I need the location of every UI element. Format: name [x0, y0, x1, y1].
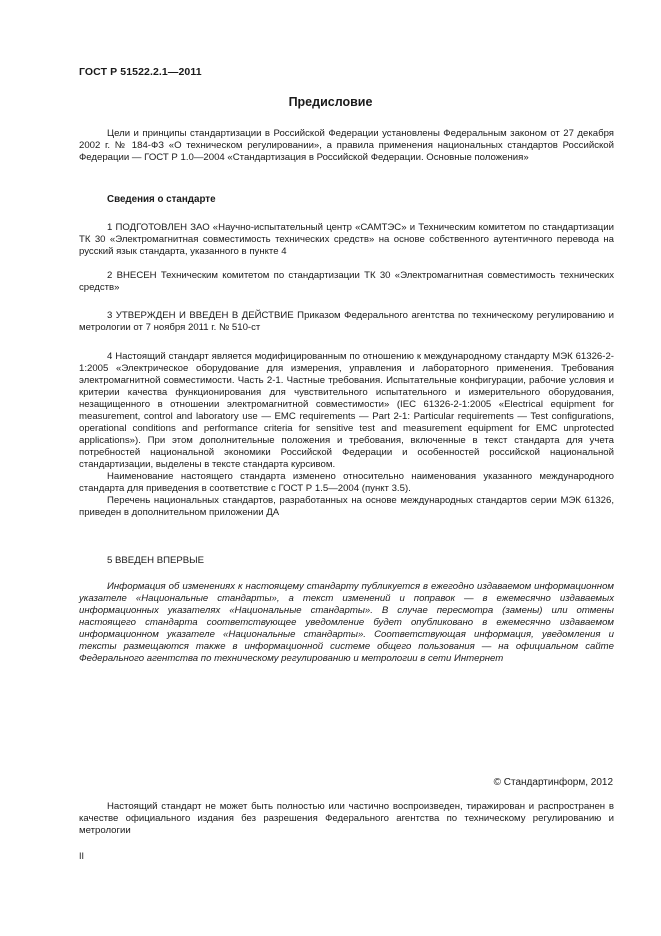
- item-3-block: [79, 310, 614, 334]
- intro-block: [79, 128, 614, 164]
- item-3-paragraph: 3 УТВЕРЖДЕН И ВВЕДЕН В ДЕЙСТВИЕ Приказом Федерального агентства по техническому регулированию и метрологии от 7 ноября 2011 г. № 510-ст: [79, 310, 614, 333]
- item-5-paragraph: 5 ВВЕДЕН ВПЕРВЫЕ: [107, 555, 205, 566]
- item-4-list-paragraph: Перечень национальных стандартов, разработанных на основе международных стандартов серии МЭК 61326, приведен в дополнительном приложении ДА: [79, 495, 614, 518]
- rights-paragraph: Настоящий стандарт не может быть полностью или частично воспроизведен, тиражирован и распространен в качестве официального издания без разрешения Федерального агентства по техническому регулированию и метрологии: [79, 801, 614, 836]
- item-4-paragraph: 4 Настоящий стандарт является модифицированным по отношению к международному стандарту МЭК 61326-2-1:2005 «Электрическое оборудование для измерения, управления и лабораторного применения. Требования электромагнитной совместимости. Часть 2-1. Частные требования. Испытательные конфигурации, рабочие условия и критерии качества функционирования для чувствительного испытательного и измерительного оборудования, незащищенного в отношении электромагнитной совместимости» (IEC 61326-2-1:2005 «Electrical equipment for measurement, control and laboratory use — EMC requirements — Part 2-1: Particular requirements — Test configurations, operational conditions and performance criteria for sensitive test and measurement equipment for EMC unprotected applications»). При этом дополнительные положения и требования, включенные в текст стандарта для учета потребностей национальной экономики Российской Федерации и особенностей российской национальной стандартизации, выделены в тексте стандарта курсивом.: [79, 351, 614, 470]
- item-2-block: [79, 270, 614, 294]
- document-code: ГОСТ Р 51522.2.1—2011: [79, 66, 202, 78]
- item-2-paragraph: 2 ВНЕСЕН Техническим комитетом по стандартизации ТК 30 «Электромагнитная совместимость технических средств»: [79, 270, 614, 293]
- item-4-name-paragraph: Наименование настоящего стандарта изменено относительно наименования указанного международного стандарта для приведения в соответствие с ГОСТ Р 1.5—2004 (пункт 3.5).: [79, 471, 614, 494]
- item-1-block: [79, 222, 614, 258]
- notice-paragraph: Информация об изменениях к настоящему стандарту публикуется в ежегодно издаваемом информационном указателе «Национальные стандарты», а текст изменений и поправок — в ежемесячно издаваемых информационных указателях «Национальные стандарты». В случае пересмотра (замены) или отмены настоящего стандарта соответствующее уведомление будет опубликовано в ежемесячно издаваемом информационном указателе «Национальные стандарты». Соответствующая информация, уведомления и тексты размещаются также в информационной системе общего пользования — на официальном сайте Федерального агентства по техническому регулированию и метрологии в сети Интернет: [79, 581, 614, 664]
- rights-block: [79, 801, 614, 837]
- page-number: II: [79, 851, 85, 861]
- info-heading: Сведения о стандарте: [107, 194, 216, 205]
- item-4-block: [79, 351, 614, 519]
- foreword-title: Предисловие: [288, 95, 373, 109]
- intro-paragraph: Цели и принципы стандартизации в Российской Федерации установлены Федеральным законом от 27 декабря 2002 г. № 184-ФЗ «О техническом регулировании», а правила применения национальных стандартов Российской Федерации — ГОСТ Р 1.0—2004 «Стандартизация в Российской Федерации. Основные положения»: [79, 128, 614, 163]
- item-5-block: [79, 555, 614, 567]
- notice-block: [79, 581, 614, 665]
- item-1-paragraph: 1 ПОДГОТОВЛЕН ЗАО «Научно-испытательный центр «САМТЭС» и Техническим комитетом по стандартизации ТК 30 «Электромагнитная совместимость технических средств» на основе собственного аутентичного перевода на русский язык стандарта, указанного в пункте 4: [79, 222, 614, 257]
- copyright-line: © Стандартинформ, 2012: [493, 777, 613, 788]
